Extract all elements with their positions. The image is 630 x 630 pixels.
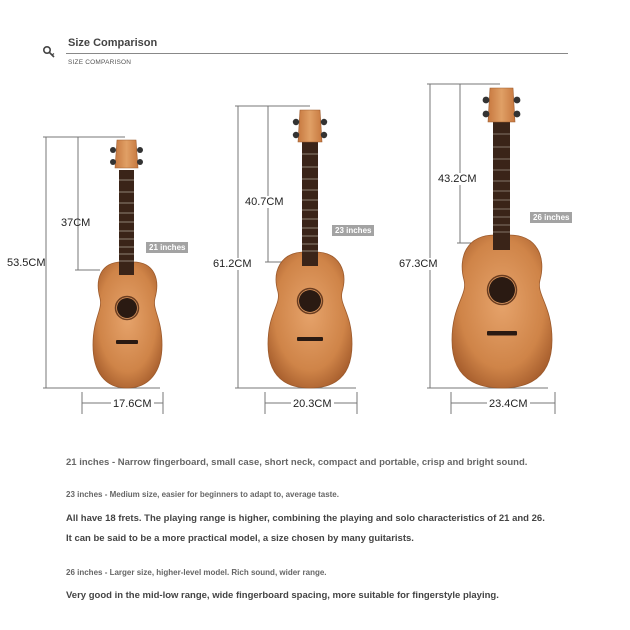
description-21: 21 inches - Narrow fingerboard, small case, short neck, compact and portable, crisp and bright sound. (66, 457, 528, 468)
description-practical: It can be said to be a more practical model, a size chosen by many guitarists. (66, 533, 414, 544)
ukulele-23 (235, 106, 357, 414)
body-width-26: 23.4CM (489, 398, 528, 410)
description-23: 23 inches - Medium size, easier for beginners to adapt to, average taste. (66, 490, 339, 499)
body-width-21: 17.6CM (113, 398, 152, 410)
neck-length-26: 43.2CM (438, 173, 477, 185)
size-tag-21: 21 inches (146, 242, 188, 253)
description-26: 26 inches - Larger size, higher-level model. Rich sound, wider range. (66, 568, 327, 577)
total-length-21: 53.5CM (7, 257, 46, 269)
neck-length-23: 40.7CM (245, 196, 284, 208)
description-frets: All have 18 frets. The playing range is higher, combining the playing and solo characteristics of 21 and 26. (66, 513, 545, 524)
size-tag-23-visible: 23 inches (332, 225, 374, 236)
total-length-23: 61.2CM (213, 258, 252, 270)
page-subtitle: SIZE COMPARISON (68, 59, 132, 66)
ukulele-21 (43, 137, 163, 414)
ukulele-26 (427, 84, 555, 414)
description-fingerstyle: Very good in the mid-low range, wide fingerboard spacing, more suitable for fingerstyle playing. (66, 590, 499, 601)
body-width-23: 20.3CM (293, 398, 332, 410)
neck-length-21: 37CM (61, 217, 91, 229)
total-length-26: 67.3CM (399, 258, 438, 270)
size-tag-26: 26 inches (530, 212, 572, 223)
page-title: Size Comparison (68, 37, 158, 49)
